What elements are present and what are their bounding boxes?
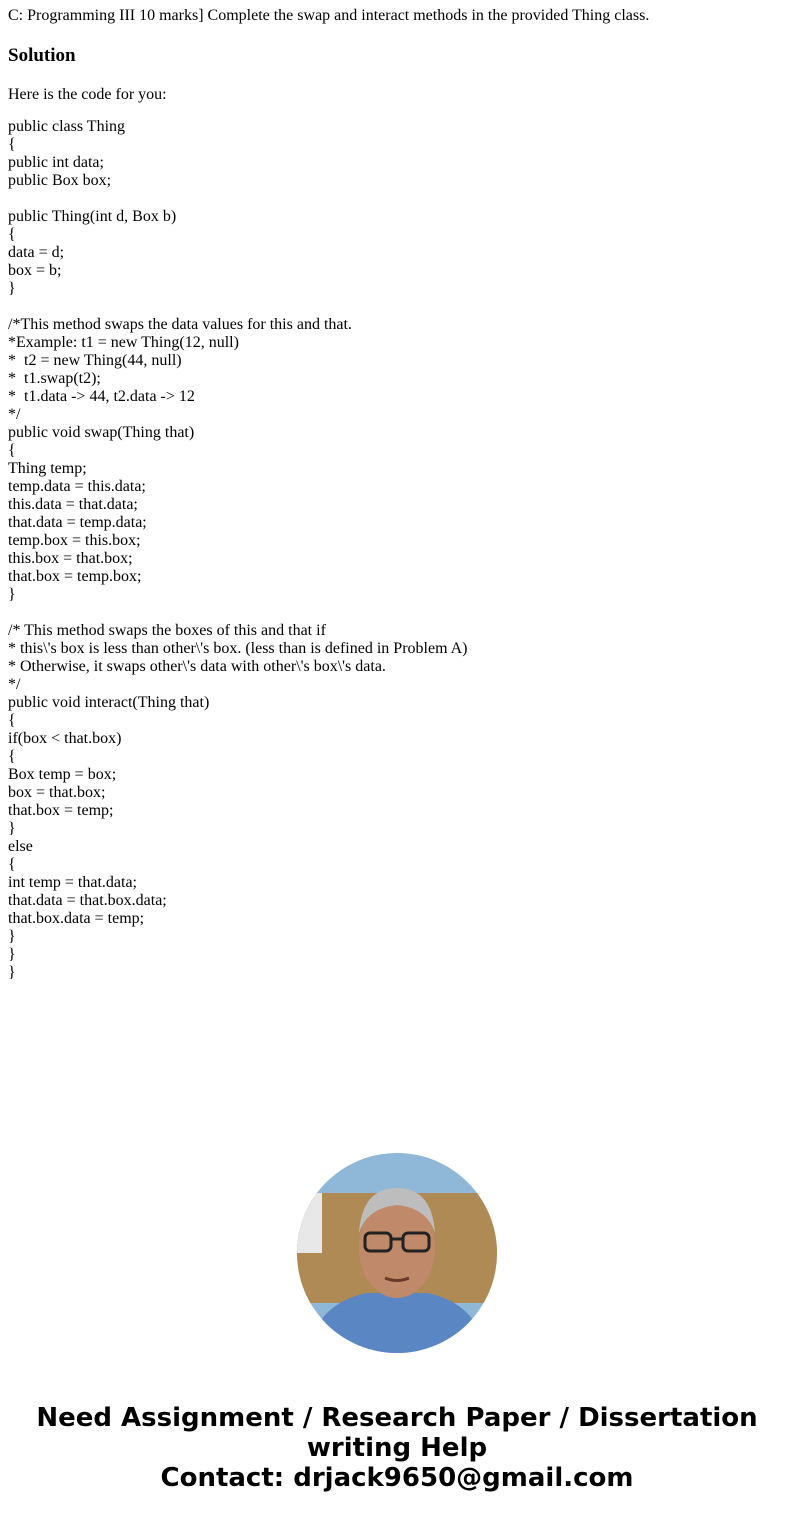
solution-heading: Solution [8, 45, 76, 66]
intro-text: Here is the code for you: [8, 86, 167, 103]
footer-line-1: Need Assignment / Research Paper / Dissertation [36, 1403, 758, 1433]
author-photo [297, 1153, 497, 1353]
contact-footer [0, 1403, 794, 1493]
question-text: C: Programming III 10 marks] Complete the swap and interact methods in the provided Thing class. [8, 7, 650, 24]
footer-contact: Contact: drjack9650@gmail.com [160, 1463, 634, 1493]
footer-line-2: writing Help [306, 1433, 488, 1463]
code-block: public class Thing { public int data; public Box box; public Thing(int d, Box b) { data = d; box = b; } /*This method swaps the data values for this and that. *Example: t1 = new Thing(12, null) * t2 = new Thing(44, null) * t1.swap(t2); * t1.data -> 44, t2.data -> 12 */ public void swap(Thing that) { Thing temp; temp.data = this.data; this.data = that.data; that.data = temp.data; temp.box = this.box; this.box = that.box; that.box = temp.box; } /* This method swaps the boxes of this and that if * this\'s box is less than other\'s box. (less than is defined in Problem A) * Otherwise, it swaps other\'s data with other\'s box\'s data. */ public void interact(Thing that) { if(box < that.box) { Box temp = box; box = that.box; that.box = temp; } else { int temp = that.data; that.data = that.box.data; that.box.data = temp; } } } [8, 118, 468, 981]
